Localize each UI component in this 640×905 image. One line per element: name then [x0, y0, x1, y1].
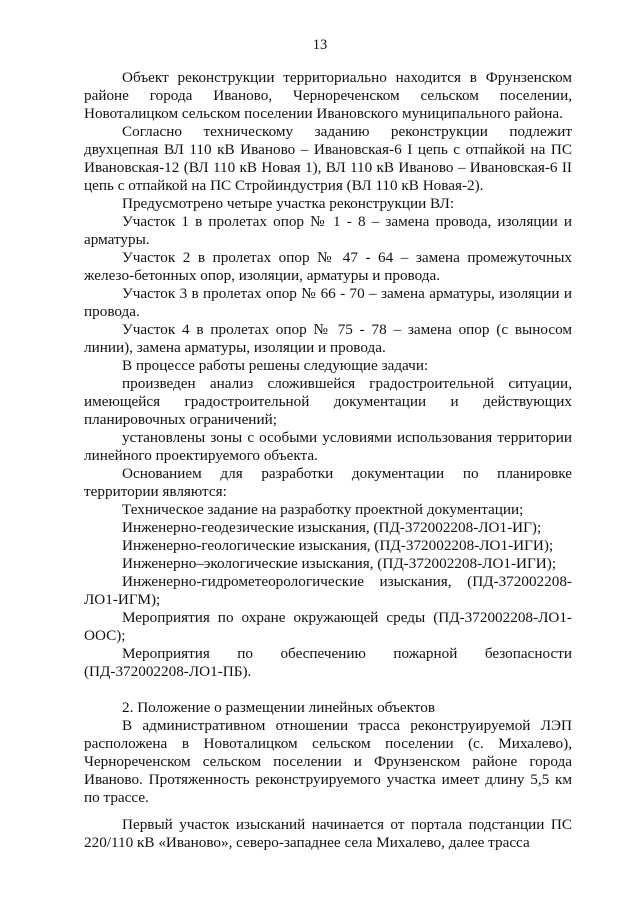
paragraph-tasks-intro: В процессе работы решены следующие задачи: [122, 357, 429, 374]
paragraph-basis-intro: Основанием для разработки документации по планировке территории являются: [84, 465, 572, 500]
paragraph-section-3: Участок 3 в пролетах опор № 66 - 70 – замена арматуры, изоляции и провода. [84, 285, 572, 320]
list-item-ecological-survey: Инженерно–экологические изыскания, (ПД-372002208-ЛО1-ИГИ); [122, 555, 557, 572]
paragraph-section-4: Участок 4 в пролетах опор № 75 - 78 – замена опор (с выносом линии), замена арматуры, изоляции и провода. [84, 321, 572, 356]
list-item-hydrometeorological-survey: Инженерно-гидрометеорологические изыскания, (ПД-372002208-ЛО1-ИГМ); [84, 573, 572, 608]
paragraph-technical-assignment: Согласно техническому заданию реконструкции подлежит двухцепная ВЛ 110 кВ Иваново – Ивановская-6 I цепь с отпайкой на ПС Ивановская-12 (ВЛ 110 кВ Новая 1), ВЛ 110 кВ Иваново – Ивановская-6 II цепь с отпайкой на ПС Стройиндустрия (ВЛ 110 кВ Новая-2). [84, 123, 572, 194]
paragraph-sections-intro: Предусмотрено четыре участка реконструкции ВЛ: [122, 195, 455, 212]
paragraph-location: Объект реконструкции территориально находится в Фрунзенском районе города Иваново, Чернореченском сельском поселении, Новоталицком сельском поселении Ивановского муниципального района. [84, 69, 572, 122]
paragraph-first-survey-section: Первый участок изысканий начинается от портала подстанции ПС 220/110 кВ «Иваново», северо-западнее села Михалево, далее трасса [84, 816, 572, 851]
document-body [84, 69, 572, 852]
list-item-technical-assignment: Техническое задание на разработку проектной документации; [122, 501, 524, 518]
list-item-environment-protection: Мероприятия по охране окружающей среды (ПД-372002208-ЛО1-ООС); [84, 609, 572, 644]
paragraph-administrative-location: В административном отношении трасса реконструируемой ЛЭП расположена в Новоталицком сельском поселении (с. Михалево), Чернореченском сельском поселении и Фрунзенском районе города Иваново. Протяженность реконструируемого участка имеет длину 5,5 км по трассе. [84, 717, 572, 806]
list-item-fire-safety: Мероприятия по обеспечению пожарной безопасности (ПД-372002208-ЛО1-ПБ). [84, 645, 572, 680]
paragraph-section-1: Участок 1 в пролетах опор № 1 - 8 – замена провода, изоляции и арматуры. [84, 213, 572, 248]
section-heading: 2. Положение о размещении линейных объектов [122, 699, 435, 716]
paragraph-task-analysis: произведен анализ сложившейся градостроительной ситуации, имеющейся градостроительной документации и действующих планировочных ограничений; [84, 375, 572, 428]
paragraph-section-2: Участок 2 в пролетах опор № 47 - 64 – замена промежуточных железо-бетонных опор, изоляции, арматуры и провода. [84, 249, 572, 284]
paragraph-task-zones: установлены зоны с особыми условиями использования территории линейного проектируемого объекта. [84, 429, 572, 464]
list-item-geological-survey: Инженерно-геологические изыскания, (ПД-372002208-ЛО1-ИГИ); [122, 537, 554, 554]
list-item-geodetic-survey: Инженерно-геодезические изыскания, (ПД-372002208-ЛО1-ИГ); [122, 519, 542, 536]
page-number: 13 [312, 37, 328, 53]
